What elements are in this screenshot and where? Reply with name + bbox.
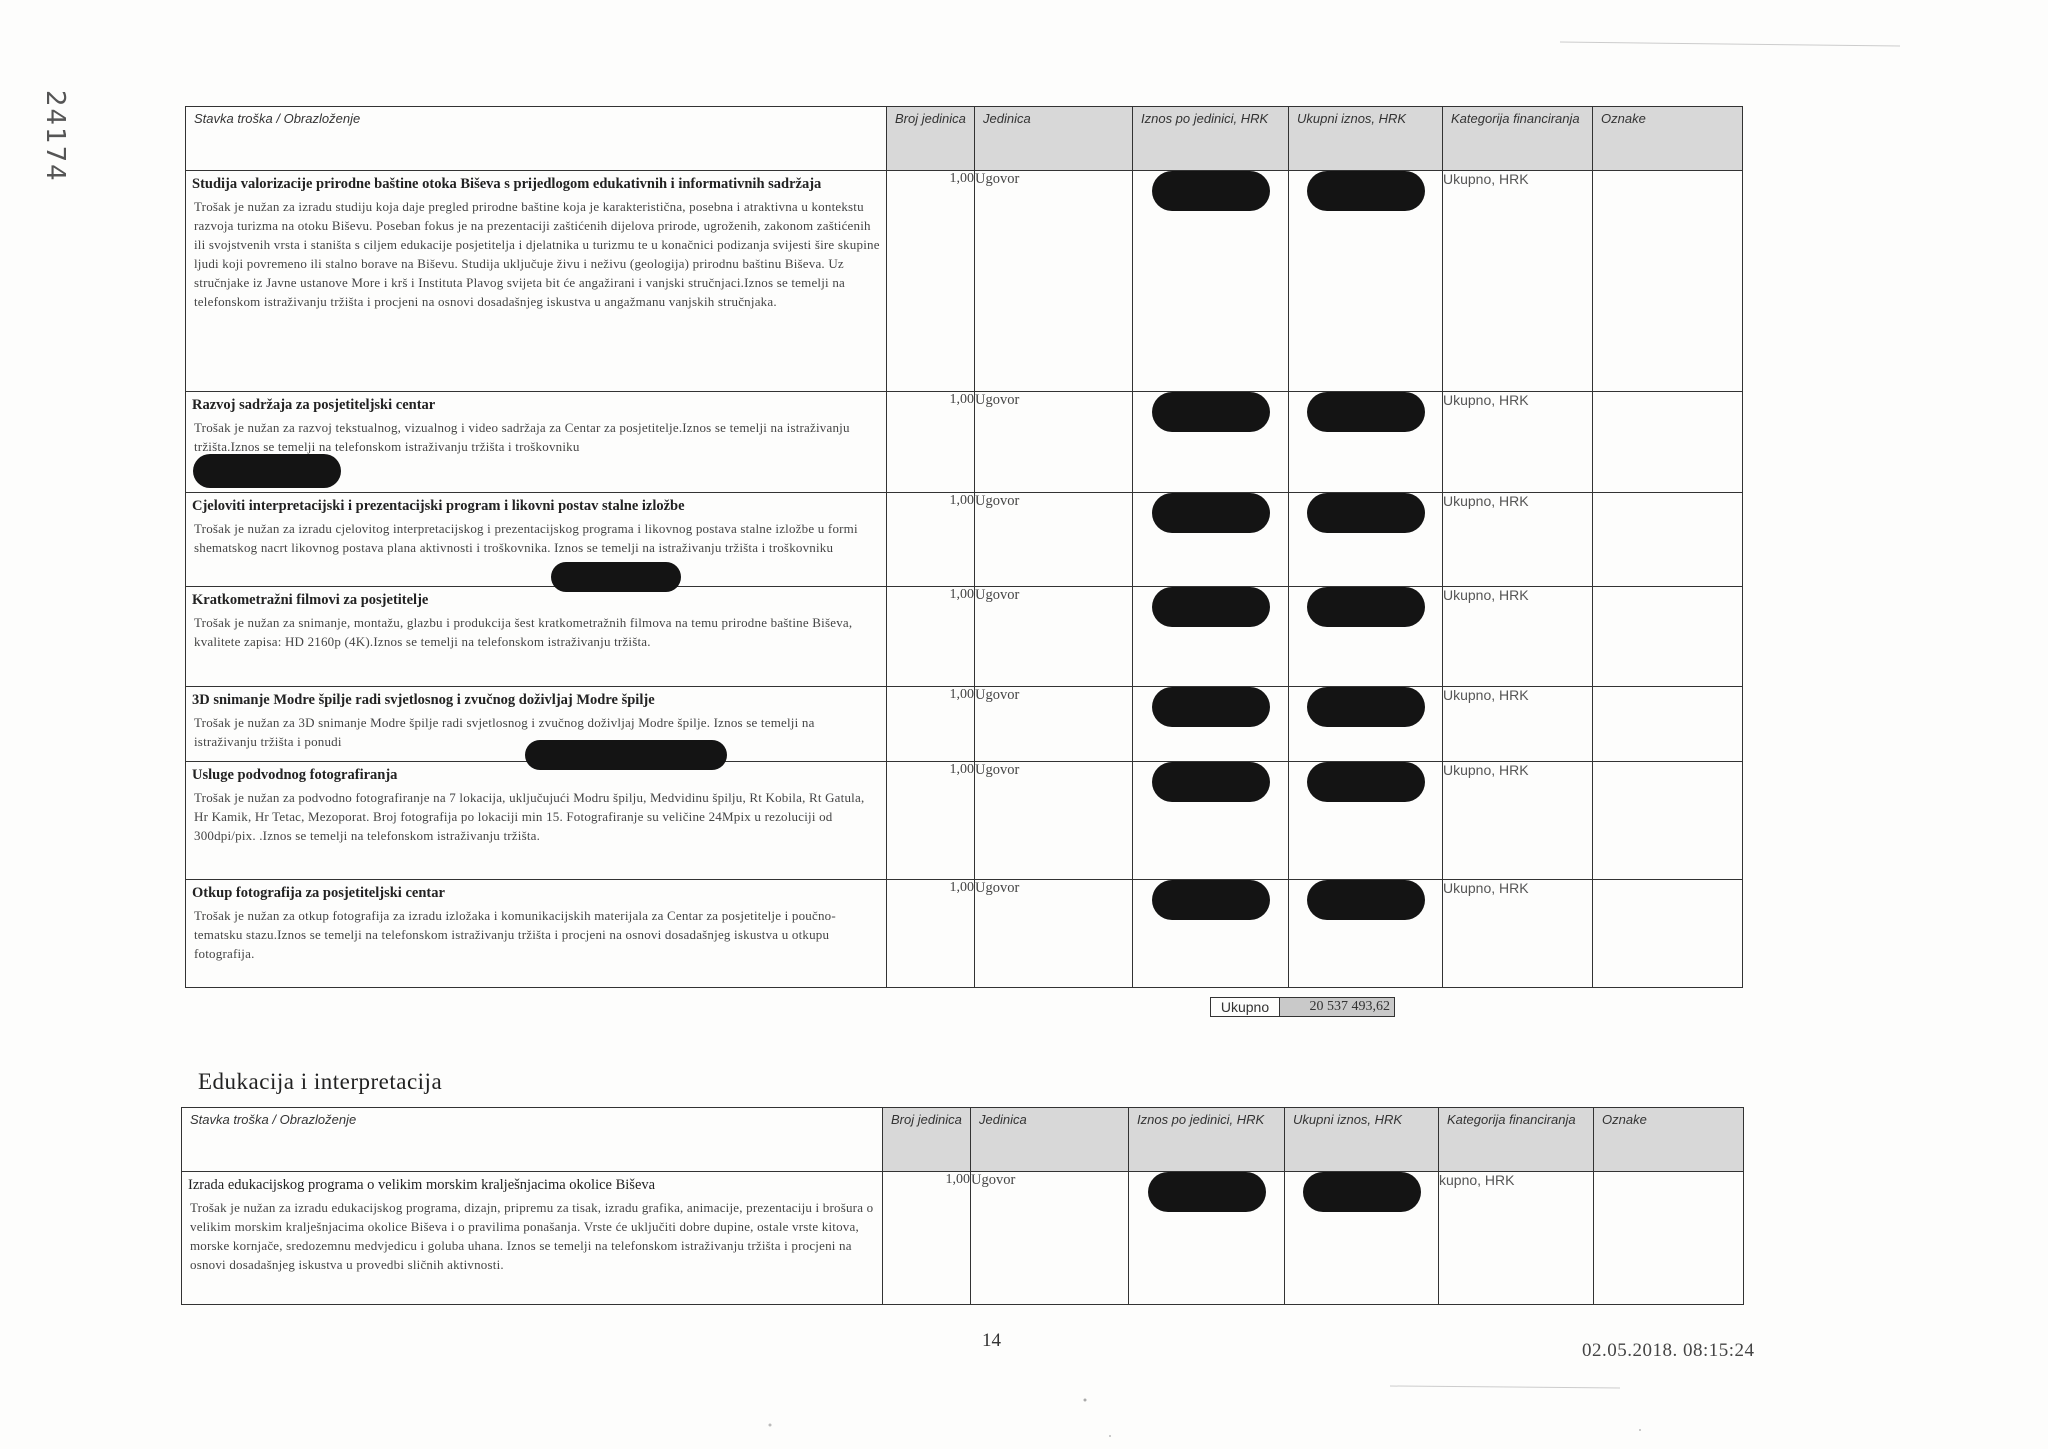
header-unit: Jedinica bbox=[975, 107, 1133, 171]
item-title: Razvoj sadržaja za posjetiteljski centar bbox=[192, 397, 436, 413]
table-row bbox=[186, 171, 1743, 392]
item-title: Otkup fotografija za posjetiteljski centar bbox=[192, 885, 445, 901]
redaction-mark bbox=[1307, 392, 1425, 432]
total-cell bbox=[1289, 171, 1443, 392]
item-description: Trošak je nužan za 3D snimanje Modre špilje radi svjetlosnog i zvučnog doživljaj Modre špilje. Iznos se temelji na istraživanju tržišta i ponudi bbox=[194, 715, 815, 749]
grand-total-value: 20 537 493,62 bbox=[1279, 997, 1395, 1017]
redaction-mark bbox=[1152, 392, 1270, 432]
total-cell bbox=[1289, 762, 1443, 880]
notes-cell bbox=[1593, 493, 1743, 587]
item-description: Trošak je nužan za otkup fotografija za izradu izložaka i komunikacijskih materijala za Centar za posjetitelje i poučno-tematsku stazu.Iznos se temelji na telefonskom istraživanju tržišta i procjeni na osnovi dosadašnjeg iskustva u otkupu fotografija. bbox=[194, 908, 836, 961]
redaction-mark bbox=[1307, 493, 1425, 533]
table-row bbox=[186, 687, 1743, 762]
unit-price-cell bbox=[1129, 1172, 1285, 1305]
qty-cell: 1,00 bbox=[887, 587, 975, 687]
unit-cell: Ugovor bbox=[975, 587, 1133, 687]
redaction-mark bbox=[1152, 171, 1270, 211]
qty-cell: 1,00 bbox=[887, 762, 975, 880]
item-description: Trošak je nužan za snimanje, montažu, glazbu i produkcija šest kratkometražnih filmova na temu prirodne baštine Biševa, kvalitete zapisa: HD 2160p (4K).Iznos se temelji na telefonskom istraživanju tržišta. bbox=[194, 615, 853, 649]
page-side-mark: 24174 bbox=[40, 90, 70, 183]
qty-cell: 1,00 bbox=[887, 880, 975, 988]
notes-cell bbox=[1593, 171, 1743, 392]
unit-cell: Ugovor bbox=[975, 392, 1133, 493]
item-cell bbox=[186, 762, 887, 880]
item-description: Trošak je nužan za izradu studiju koja daje pregled prirodne baštine koja je karakteristična, posebna i atraktivna u kontekstu razvoja turizma na otoku Biševu. Poseban fokus je na prezentaciji zaštićenih dijelova prirode, ugroženih, zakonom zaštićenih ili svojstvenih vrsta i staništa s ciljem edukacije posjetitelja i djelatnika u turizmu te u konačnici podizanja svijesti šire skupine ljudi koji povremeno ili stalno borave na Biševu. Studija uključuje živu i neživu (geologija) prirodnu baštinu Biševa. Uz stručnjake iz Javne ustanove More i krš i Instituta Plavog svijeta bit će angažirani i vanjski stručnjaci.Iznos se temelji na telefonskom istraživanju tržišta i procjeni na osnovi dosadašnjeg iskustva u angažmanu vanjskih stručnjaka. bbox=[194, 199, 880, 309]
unit-cell: Ugovor bbox=[975, 493, 1133, 587]
category-cell: Ukupno, HRK bbox=[1443, 493, 1593, 587]
category-cell: Ukupno, HRK bbox=[1443, 880, 1593, 988]
item-title: 3D snimanje Modre špilje radi svjetlosnog i zvučnog doživljaj Modre špilje bbox=[192, 692, 655, 708]
unit-cell: Ugovor bbox=[975, 687, 1133, 762]
print-timestamp: 02.05.2018. 08:15:24 bbox=[1582, 1340, 1755, 1361]
table-header-row bbox=[182, 1108, 1744, 1172]
redaction-mark bbox=[1307, 587, 1425, 627]
header-notes: Oznake bbox=[1594, 1108, 1744, 1172]
category-cell: Ukupno, HRK bbox=[1443, 687, 1593, 762]
grand-total-row bbox=[1210, 997, 1395, 1017]
notes-cell bbox=[1593, 392, 1743, 493]
item-title: Kratkometražni filmovi za posjetitelje bbox=[192, 592, 429, 608]
redaction-mark bbox=[1152, 587, 1270, 627]
redaction-mark bbox=[1307, 762, 1425, 802]
table-row bbox=[186, 587, 1743, 687]
unit-price-cell bbox=[1133, 587, 1289, 687]
header-item: Stavka troška / Obrazloženje bbox=[186, 107, 887, 171]
redaction-mark bbox=[1152, 880, 1270, 920]
table-row bbox=[186, 493, 1743, 587]
header-item: Stavka troška / Obrazloženje bbox=[182, 1108, 883, 1172]
total-cell bbox=[1289, 587, 1443, 687]
table-row bbox=[186, 392, 1743, 493]
item-cell bbox=[186, 587, 887, 687]
qty-cell: 1,00 bbox=[887, 687, 975, 762]
item-cell bbox=[186, 493, 887, 587]
item-cell bbox=[186, 171, 887, 392]
item-cell bbox=[186, 880, 887, 988]
category-cell: Ukupno, HRK bbox=[1443, 171, 1593, 392]
redaction-mark bbox=[1307, 687, 1425, 727]
header-unit-price: Iznos po jedinici, HRK bbox=[1133, 107, 1289, 171]
redaction-mark bbox=[1307, 880, 1425, 920]
header-notes: Oznake bbox=[1593, 107, 1743, 171]
redaction-mark bbox=[1148, 1172, 1266, 1212]
total-cell bbox=[1289, 392, 1443, 493]
budget-table-2 bbox=[181, 1107, 1744, 1305]
qty-cell: 1,00 bbox=[887, 171, 975, 392]
item-description: Trošak je nužan za podvodno fotografiranje na 7 lokacija, uključujući Modru špilju, Medvidinu špilju, Rt Kobila, Rt Gatula, Hr Kamik, Hr Tetac, Mezoporat. Broj fotografija po lokaciji min 15. Fotografiranje su veličine 24Mpix u rezoluciji od 300dpi/pix. .Iznos se temelji na telefonskom istraživanju tržišta. bbox=[194, 790, 865, 843]
section-title: Edukacija i interpretacija bbox=[198, 1069, 443, 1094]
unit-price-cell bbox=[1133, 762, 1289, 880]
unit-cell: Ugovor bbox=[975, 880, 1133, 988]
header-total: Ukupni iznos, HRK bbox=[1285, 1108, 1439, 1172]
notes-cell bbox=[1593, 687, 1743, 762]
redaction-mark bbox=[551, 562, 681, 592]
unit-cell: Ugovor bbox=[975, 171, 1133, 392]
unit-price-cell bbox=[1133, 880, 1289, 988]
unit-cell: Ugovor bbox=[971, 1172, 1129, 1305]
category-cell: Ukupno, HRK bbox=[1443, 587, 1593, 687]
redaction-mark bbox=[1152, 687, 1270, 727]
grand-total-label: Ukupno bbox=[1210, 997, 1279, 1017]
total-cell bbox=[1289, 687, 1443, 762]
category-cell: Ukupno, HRK bbox=[1443, 392, 1593, 493]
category-cell: kupno, HRK bbox=[1439, 1172, 1594, 1305]
header-qty: Broj jedinica bbox=[887, 107, 975, 171]
notes-cell bbox=[1593, 880, 1743, 988]
total-cell bbox=[1289, 880, 1443, 988]
redaction-mark bbox=[1303, 1172, 1421, 1212]
unit-price-cell bbox=[1133, 687, 1289, 762]
header-category: Kategorija financiranja bbox=[1439, 1108, 1594, 1172]
header-category: Kategorija financiranja bbox=[1443, 107, 1593, 171]
item-title: Studija valorizacije prirodne baštine otoka Biševa s prijedlogom edukativnih i informativnih sadržaja bbox=[192, 176, 822, 192]
table-row bbox=[182, 1172, 1744, 1305]
table-row bbox=[186, 880, 1743, 988]
item-title: Usluge podvodnog fotografiranja bbox=[192, 767, 398, 783]
budget-table-1 bbox=[185, 106, 1743, 988]
unit-cell: Ugovor bbox=[975, 762, 1133, 880]
item-title: Cjeloviti interpretacijski i prezentacijski program i likovni postav stalne izložbe bbox=[192, 498, 685, 514]
header-unit: Jedinica bbox=[971, 1108, 1129, 1172]
header-qty: Broj jedinica bbox=[883, 1108, 971, 1172]
unit-price-cell bbox=[1133, 392, 1289, 493]
item-title: Izrada edukacijskog programa o velikim morskim kralješnjacima okolice Biševa bbox=[188, 1177, 656, 1193]
redaction-mark bbox=[1152, 493, 1270, 533]
notes-cell bbox=[1593, 587, 1743, 687]
unit-price-cell bbox=[1133, 493, 1289, 587]
unit-price-cell bbox=[1133, 171, 1289, 392]
item-description: Trošak je nužan za izradu cjelovitog interpretacijskog i prezentacijskog programa i likovnog postava stalne izložbe u formi shematskog nacrt likovnog postava plana aktivnosti i troškovnika. Iznos se temelji na istraživanju tržišta i troškovniku bbox=[194, 521, 858, 555]
category-cell: Ukupno, HRK bbox=[1443, 762, 1593, 880]
item-description: Trošak je nužan za razvoj tekstualnog, vizualnog i video sadržaja za Centar za posjetitelje.Iznos se temelji na istraživanju tržišta.Iznos se temelji na telefonskom istraživanju tržišta i troškovniku bbox=[194, 420, 850, 454]
qty-cell: 1,00 bbox=[887, 392, 975, 493]
page-number: 14 bbox=[982, 1330, 1001, 1351]
total-cell bbox=[1285, 1172, 1439, 1305]
header-total: Ukupni iznos, HRK bbox=[1289, 107, 1443, 171]
table-row bbox=[186, 762, 1743, 880]
notes-cell bbox=[1593, 762, 1743, 880]
table-header-row bbox=[186, 107, 1743, 171]
redaction-mark bbox=[1152, 762, 1270, 802]
redaction-mark bbox=[1307, 171, 1425, 211]
qty-cell: 1,00 bbox=[887, 493, 975, 587]
qty-cell: 1,00 bbox=[883, 1172, 971, 1305]
notes-cell bbox=[1594, 1172, 1744, 1305]
item-cell bbox=[182, 1172, 883, 1305]
redaction-mark bbox=[525, 740, 727, 770]
item-description: Trošak je nužan za izradu edukacijskog programa, dizajn, pripremu za tisak, izradu grafika, animacije, prezentaciju i brošura o velikim morskim kralješnjacima okolice Biševa i o pravilima ponašanja. Vrste će uključiti dobre dupine, ostale vrste kitova, morske kornjače, sredozemnu medvjedicu i golubа uhana. Iznos se temelji na telefonskom istraživanju tržišta i procjeni na osnovi dosadašnjeg iskustva u provedbi sličnih aktivnosti. bbox=[190, 1200, 874, 1272]
header-unit-price: Iznos po jedinici, HRK bbox=[1129, 1108, 1285, 1172]
redaction-mark bbox=[193, 454, 341, 488]
total-cell bbox=[1289, 493, 1443, 587]
